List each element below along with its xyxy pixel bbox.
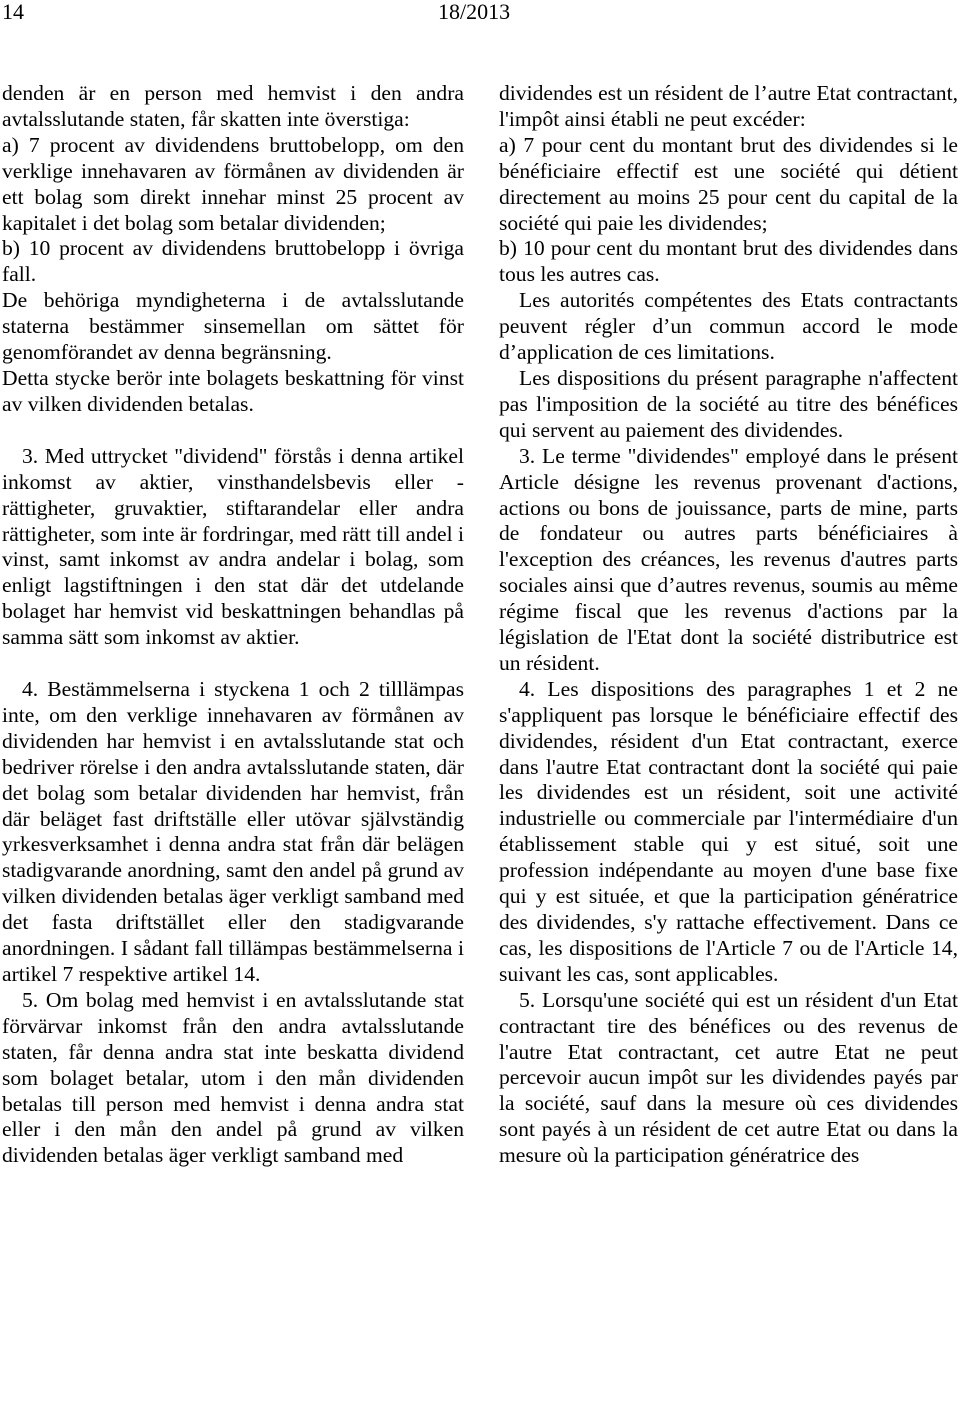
page-header [0, 0, 960, 30]
paragraph: 4. Bestämmelserna i styckena 1 och 2 tilllämpas inte, om den verklige innehavaren av förmånen av dividenden har hemvist i en avtalsslutande stat och bedriver rörelse i den andra avtalsslutande staten, där det bolag som betalar dividenden har hemvist, från där beläget fast driftställe eller utövar självständig yrkesverksamhet i denna andra stat från där belägen stadigvarande anordning, samt den andel på grund av vilken dividenden betalas äger verkligt samband med det fasta driftstället eller den stadigvarande anordningen. I sådant fall tillämpas bestämmelserna i artikel 7 respektive artikel 14. [2, 677, 464, 986]
paragraph: dividendes est un résident de l’autre Etat contractant, l'impôt ainsi établi ne peut excéder: [499, 81, 958, 131]
page-number: 14 [2, 0, 24, 24]
paragraph: b) 10 procent av dividendens bruttobelopp i övriga fall. [2, 236, 464, 287]
paragraph: 5. Lorsqu'une société qui est un résident d'un Etat contractant tire des bénéfices ou des revenus de l'autre Etat contractant, cet autre Etat ne peut percevoir aucun impôt sur les dividendes payés par la société, sauf dans la mesure où ces dividendes sont payés à un résident de cet autre Etat ou dans la mesure où la participation génératrice des [499, 987, 958, 1168]
paragraph: a) 7 pour cent du montant brut des dividendes si le bénéficiaire effectif est une société qui détient directement au moins 25 pour cent du capital de la société qui paie les dividendes; [499, 132, 958, 235]
paragraph: Detta stycke berör inte bolagets beskattning för vinst av vilken dividenden betalas. [2, 365, 464, 416]
paragraph: 5. Om bolag med hemvist i en avtalsslutande stat förvärvar inkomst från den andra avtalsslutande staten, får denna andra stat inte beskatta dividend som bolaget betalar, utom i den mån dividenden betalas till person med hemvist i denna andra stat eller i den mån den andel på grund av vilken dividenden betalas äger verkligt samband med [2, 987, 464, 1168]
paragraph: Les dispositions du présent paragraphe n'affectent pas l'imposition de la société au titre des bénéfices qui servent au paiement des dividendes. [499, 365, 958, 442]
paragraph: 3. Med uttrycket "dividend" förstås i denna artikel inkomst av aktier, vinsthandelsbevis eller -rättigheter, gruvaktier, stiftarandelar eller andra rättigheter, som inte är fordringar, med rätt till andel i vinst, samt inkomst av andra andelar i bolag, som enligt lagstiftningen i den stat där det utdelande bolaget har hemvist vid beskattningen behandlas på samma sätt som inkomst av aktier. [2, 443, 464, 650]
paragraph: a) 7 procent av dividendens bruttobelopp, om den verklige innehavaren av förmånen av dividenden är ett bolag som direkt innehar minst 25 procent av kapitalet i det bolag som betalar dividenden; [2, 132, 464, 235]
paragraph: denden är en person med hemvist i den andra avtalsslutande staten, får skatten inte överstiga: [2, 81, 464, 131]
paragraph: b) 10 pour cent du montant brut des dividendes dans tous les autres cas. [499, 236, 958, 287]
swedish-text-column [2, 81, 464, 1169]
paragraph: De behöriga myndigheterna i de avtalsslutande staterna bestämmer sinsemellan om sättet för genomförandet av denna begränsning. [2, 288, 464, 365]
issue-number: 18/2013 [438, 0, 511, 24]
french-text-column [499, 81, 958, 1169]
paragraph: 3. Le terme "dividendes" employé dans le présent Article désigne les revenus provenant d'actions, actions ou bons de jouissance, parts de mine, parts de fondateur ou autres parts bénéficiaires à l'exception des créances, les revenus d'autres parts sociales ainsi que d’autres revenus, soumis au même régime fiscal que les revenus d'actions par la législation de l'Etat dont la société distributrice est un résident. [499, 443, 958, 675]
paragraph: 4. Les dispositions des paragraphes 1 et 2 ne s'appliquent pas lorsque le bénéficiaire effectif des dividendes, résident d'un Etat contractant, exerce dans l'autre Etat contractant dont la société qui paie les dividendes est un résident, soit une activité industrielle ou commerciale par l'intermédiaire d'un établissement stable qui y est situé, soit une profession indépendante au moyen d'une base fixe qui y est située, et que la participation génératrice des dividendes, s'y rattache effectivement. Dans ce cas, les dispositions de l'Article 7 ou de l'Article 14, suivant les cas, sont applicables. [499, 676, 958, 986]
paragraph: Les autorités compétentes des Etats contractants peuvent régler d’un commun accord le mode d’application de ces limitations. [499, 288, 958, 365]
